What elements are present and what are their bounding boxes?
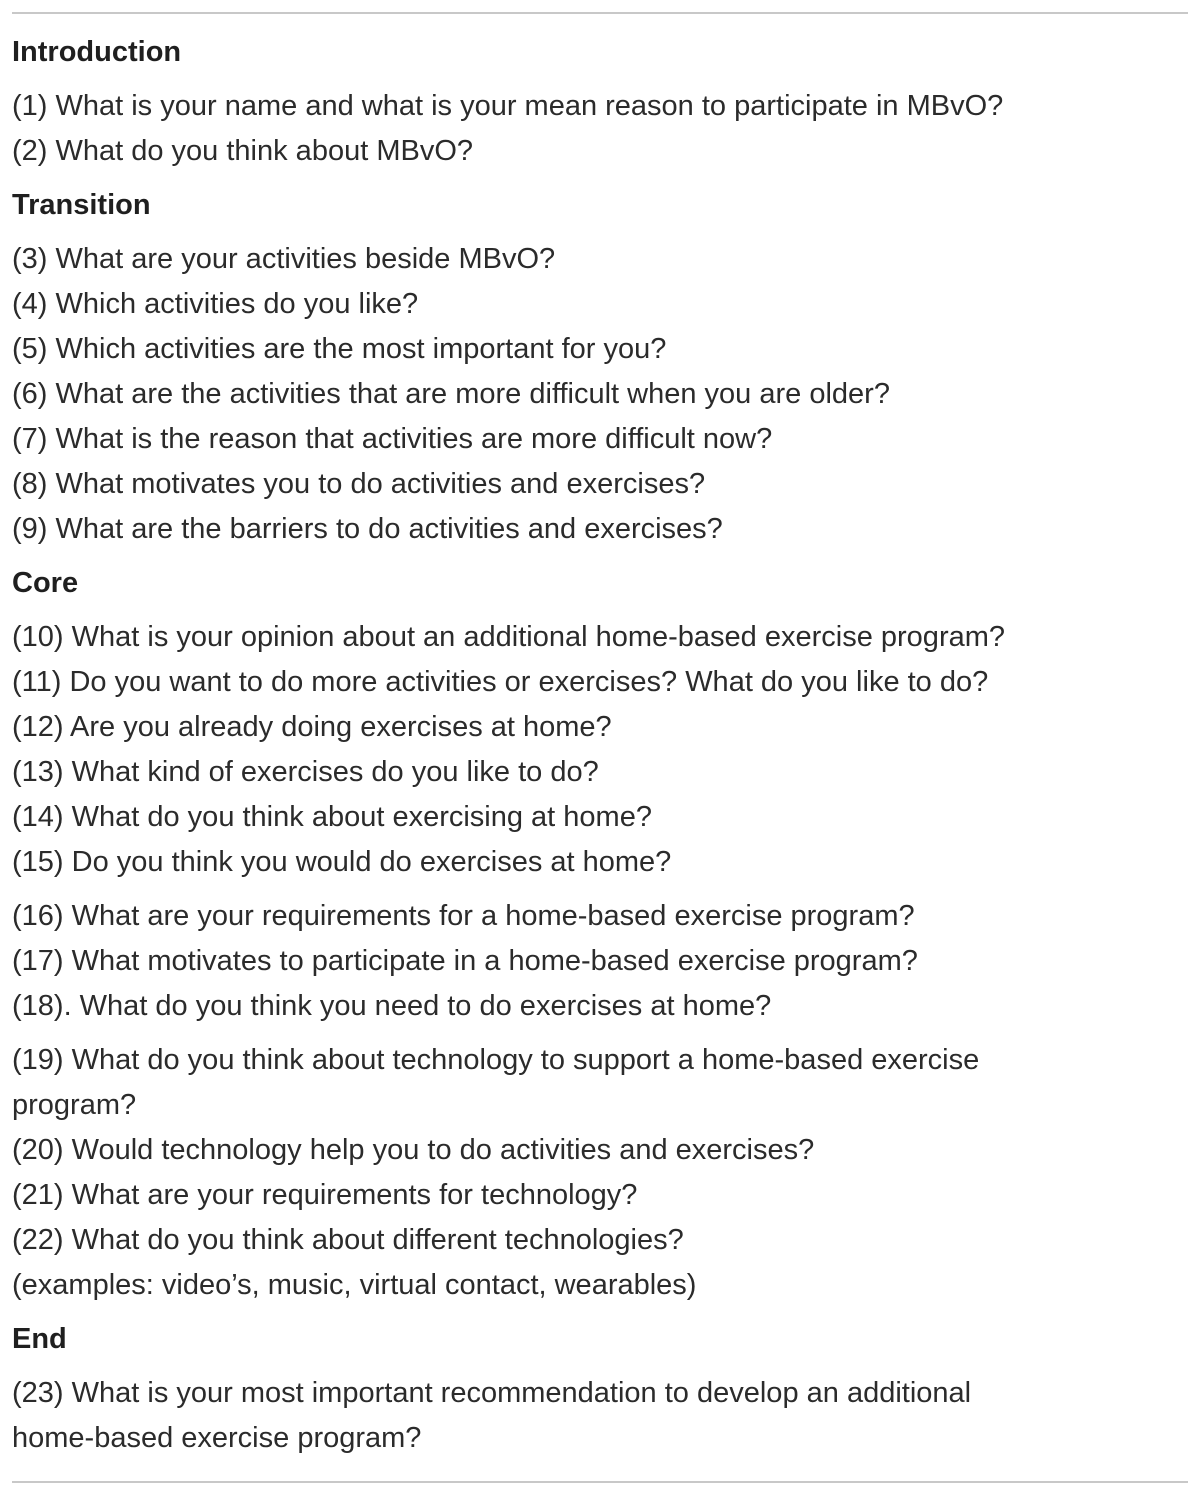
section-heading: Core [12,567,79,599]
question-line: (examples: video’s, music, virtual contact, wearables) [12,1269,697,1301]
section-heading: End [12,1323,67,1355]
question-line: (9) What are the barriers to do activities and exercises? [12,513,723,545]
question-line: (15) Do you think you would do exercises at home? [12,846,672,878]
question-line: (21) What are your requirements for technology? [12,1179,638,1211]
question-line: program? [12,1089,137,1121]
question-list [12,30,1172,1461]
section-transition [12,183,1172,561]
question-line: (14) What do you think about exercising at home? [12,801,652,833]
question-line: (11) Do you want to do more activities or exercises? What do you like to do? [12,666,989,698]
question-group [12,1038,1172,1308]
section-heading: Transition [12,189,151,221]
question-line: (19) What do you think about technology to support a home-based exercise [12,1044,980,1076]
question-line: (5) Which activities are the most important for you? [12,333,667,365]
question-line: (2) What do you think about MBvO? [12,135,473,167]
question-group [12,84,1172,174]
question-line: (12) Are you already doing exercises at home? [12,711,612,743]
question-group [12,894,1172,1029]
question-line: (4) Which activities do you like? [12,288,419,320]
question-line: (3) What are your activities beside MBvO? [12,243,556,275]
top-rule [12,12,1188,14]
question-line: home-based exercise program? [12,1422,422,1454]
section-introduction [12,30,1172,183]
question-line: (7) What is the reason that activities are more difficult now? [12,423,773,455]
question-line: (23) What is your most important recommendation to develop an additional [12,1377,972,1409]
question-group [12,1371,1172,1461]
question-line: (17) What motivates to participate in a home-based exercise program? [12,945,918,977]
question-line: (1) What is your name and what is your mean reason to participate in MBvO? [12,90,1004,122]
question-line: (10) What is your opinion about an additional home-based exercise program? [12,621,1006,653]
question-line: (22) What do you think about different technologies? [12,1224,684,1256]
question-line: (6) What are the activities that are more difficult when you are older? [12,378,890,410]
question-group [12,237,1172,552]
question-group [12,615,1172,885]
question-line: (20) Would technology help you to do activities and exercises? [12,1134,815,1166]
bottom-rule [12,1481,1188,1483]
question-line: (16) What are your requirements for a home-based exercise program? [12,900,915,932]
section-end [12,1317,1172,1461]
section-heading: Introduction [12,36,182,68]
question-line: (13) What kind of exercises do you like to do? [12,756,599,788]
section-core [12,561,1172,1317]
question-line: (18). What do you think you need to do exercises at home? [12,990,772,1022]
question-line: (8) What motivates you to do activities and exercises? [12,468,706,500]
